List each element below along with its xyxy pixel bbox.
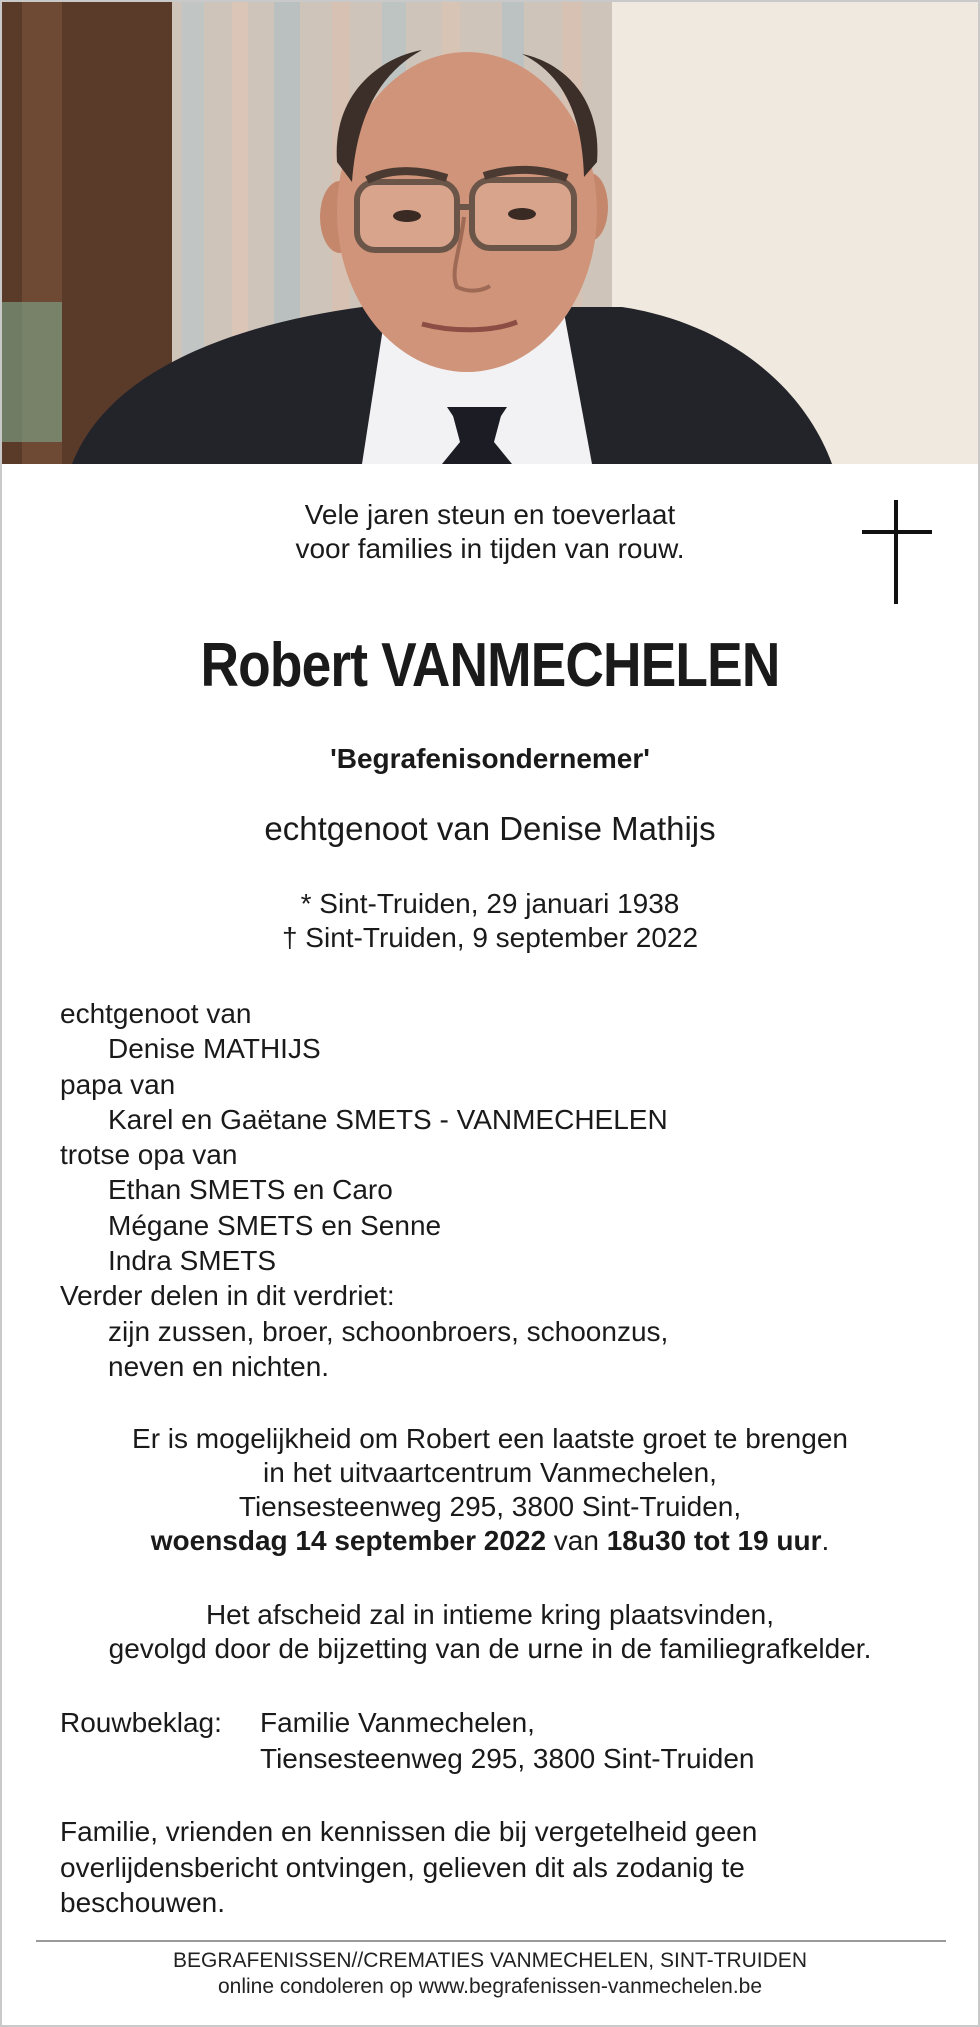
- farewell-line-2: gevolgd door de bijzetting van de urne in de familiegrafkelder.: [108, 1633, 872, 1664]
- family-list: [60, 996, 960, 1384]
- family-line: Denise MATHIJS: [108, 1033, 321, 1065]
- condolence-address: [60, 1705, 960, 1777]
- footer: [2, 1948, 978, 2000]
- visitation-date: woensdag 14 september 2022: [150, 1525, 547, 1556]
- tagline-line-2: voor families in tijden van rouw.: [295, 533, 685, 564]
- profession: 'Begrafenisondernemer': [330, 743, 650, 774]
- visitation-info: [2, 1422, 978, 1558]
- cross-icon: [862, 500, 932, 604]
- family-line: Ethan SMETS en Caro: [108, 1174, 393, 1206]
- birth-date: * Sint-Truiden, 29 januari 1938: [300, 888, 680, 919]
- family-line: Karel en Gaëtane SMETS - VANMECHELEN: [108, 1103, 668, 1135]
- condolence-line-2: Tiensesteenweg 295, 3800 Sint-Truiden: [260, 1743, 755, 1774]
- notice-line-3: beschouwen.: [60, 1887, 226, 1918]
- spouse-line: echtgenoot van Denise Mathijs: [264, 810, 716, 847]
- visitation-datetime: [2, 1524, 978, 1558]
- family-line: papa van: [60, 1068, 176, 1100]
- family-line: echtgenoot van: [60, 998, 252, 1029]
- family-line: zijn zussen, broer, schoonbroers, schoonzus,: [108, 1315, 669, 1347]
- visitation-line-1: Er is mogelijkheid om Robert een laatste groet te brengen: [132, 1423, 848, 1454]
- visitation-time: 18u30 tot 19 uur: [606, 1525, 822, 1556]
- farewell-line-1: Het afscheid zal in intieme kring plaatsvinden,: [205, 1599, 775, 1630]
- notice-line-2: overlijdensbericht ontvingen, gelieven dit als zodanig te: [60, 1851, 745, 1883]
- family-line: neven en nichten.: [108, 1350, 330, 1382]
- footer-company: BEGRAFENISSEN//CREMATIES VANMECHELEN, SINT-TRUIDEN: [173, 1949, 807, 1972]
- condolence-label: Rouwbeklag:: [60, 1707, 222, 1738]
- tagline-line-1: Vele jaren steun en toeverlaat: [304, 499, 676, 530]
- farewell-info: [2, 1598, 978, 1666]
- visitation-end: .: [821, 1525, 830, 1556]
- tagline: [2, 498, 978, 566]
- family-line: Verder delen in dit verdriet:: [60, 1280, 395, 1312]
- visitation-line-3: Tiensesteenweg 295, 3800 Sint-Truiden,: [238, 1491, 742, 1522]
- portrait-photo: [2, 2, 978, 464]
- family-line: trotse opa van: [60, 1139, 238, 1171]
- deceased-name: Robert VANMECHELEN: [200, 631, 780, 700]
- condolence-line-1: Familie Vanmechelen,: [260, 1707, 535, 1738]
- family-line: Indra SMETS: [108, 1245, 277, 1277]
- footer-divider: [36, 1940, 946, 1942]
- visitation-connector: van: [546, 1525, 607, 1556]
- footer-website[interactable]: online condoleren op www.begrafenissen-vanmechelen.be: [217, 1975, 763, 1998]
- death-date: † Sint-Truiden, 9 september 2022: [281, 922, 699, 953]
- family-line: Mégane SMETS en Senne: [108, 1209, 442, 1241]
- notice-line-1: Familie, vrienden en kennissen die bij vergetelheid geen: [60, 1816, 758, 1847]
- visitation-line-2: in het uitvaartcentrum Vanmechelen,: [263, 1457, 717, 1488]
- life-dates: [2, 887, 978, 955]
- notice-text: [60, 1814, 940, 1921]
